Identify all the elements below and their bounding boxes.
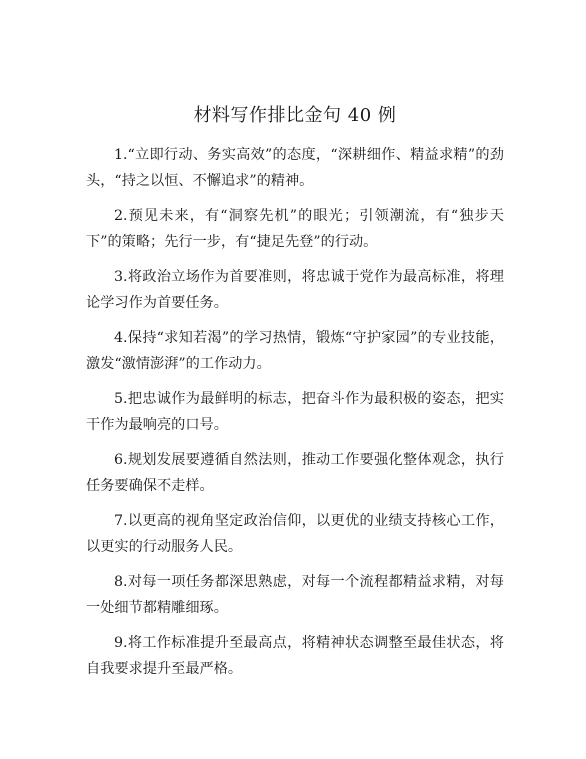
sentence-item-9: 9.将工作标准提升至最高点，将精神状态调整至最佳状态，将自我要求提升至最严格。 (86, 635, 504, 677)
sentence-item-6: 6.规划发展要遵循自然法则，推动工作要强化整体观念，执行任务要确保不走样。 (86, 452, 504, 494)
sentence-item-5: 5.把忠诚作为最鲜明的标志，把奋斗作为最积极的姿态，把实干作为最响亮的口号。 (86, 391, 504, 433)
sentence-item-1: 1.“立即行动、务实高效”的态度，“深耕细作、精益求精”的劲头，“持之以恒、不懈追求”的精神。 (86, 147, 504, 189)
sentence-item-8: 8.对每一项任务都深思熟虑，对每一个流程都精益求精，对每一处细节都精雕细琢。 (86, 574, 504, 616)
sentence-item-2: 2.预见未来，有“洞察先机”的眼光；引领潮流，有“独步天下”的策略；先行一步，有“捷足先登”的行动。 (86, 208, 504, 250)
sentence-item-7: 7.以更高的视角坚定政治信仰，以更优的业绩支持核心工作，以更实的行动服务人民。 (86, 513, 504, 555)
sentence-item-4: 4.保持“求知若渴”的学习热情，锻炼“守护家园”的专业技能，激发“激情澎湃”的工作动力。 (86, 330, 504, 372)
document-title: 材料写作排比金句 40 例 (193, 105, 397, 126)
sentence-item-3: 3.将政治立场作为首要准则，将忠诚于党作为最高标准，将理论学习作为首要任务。 (86, 269, 504, 311)
sentence-list (86, 142, 504, 682)
